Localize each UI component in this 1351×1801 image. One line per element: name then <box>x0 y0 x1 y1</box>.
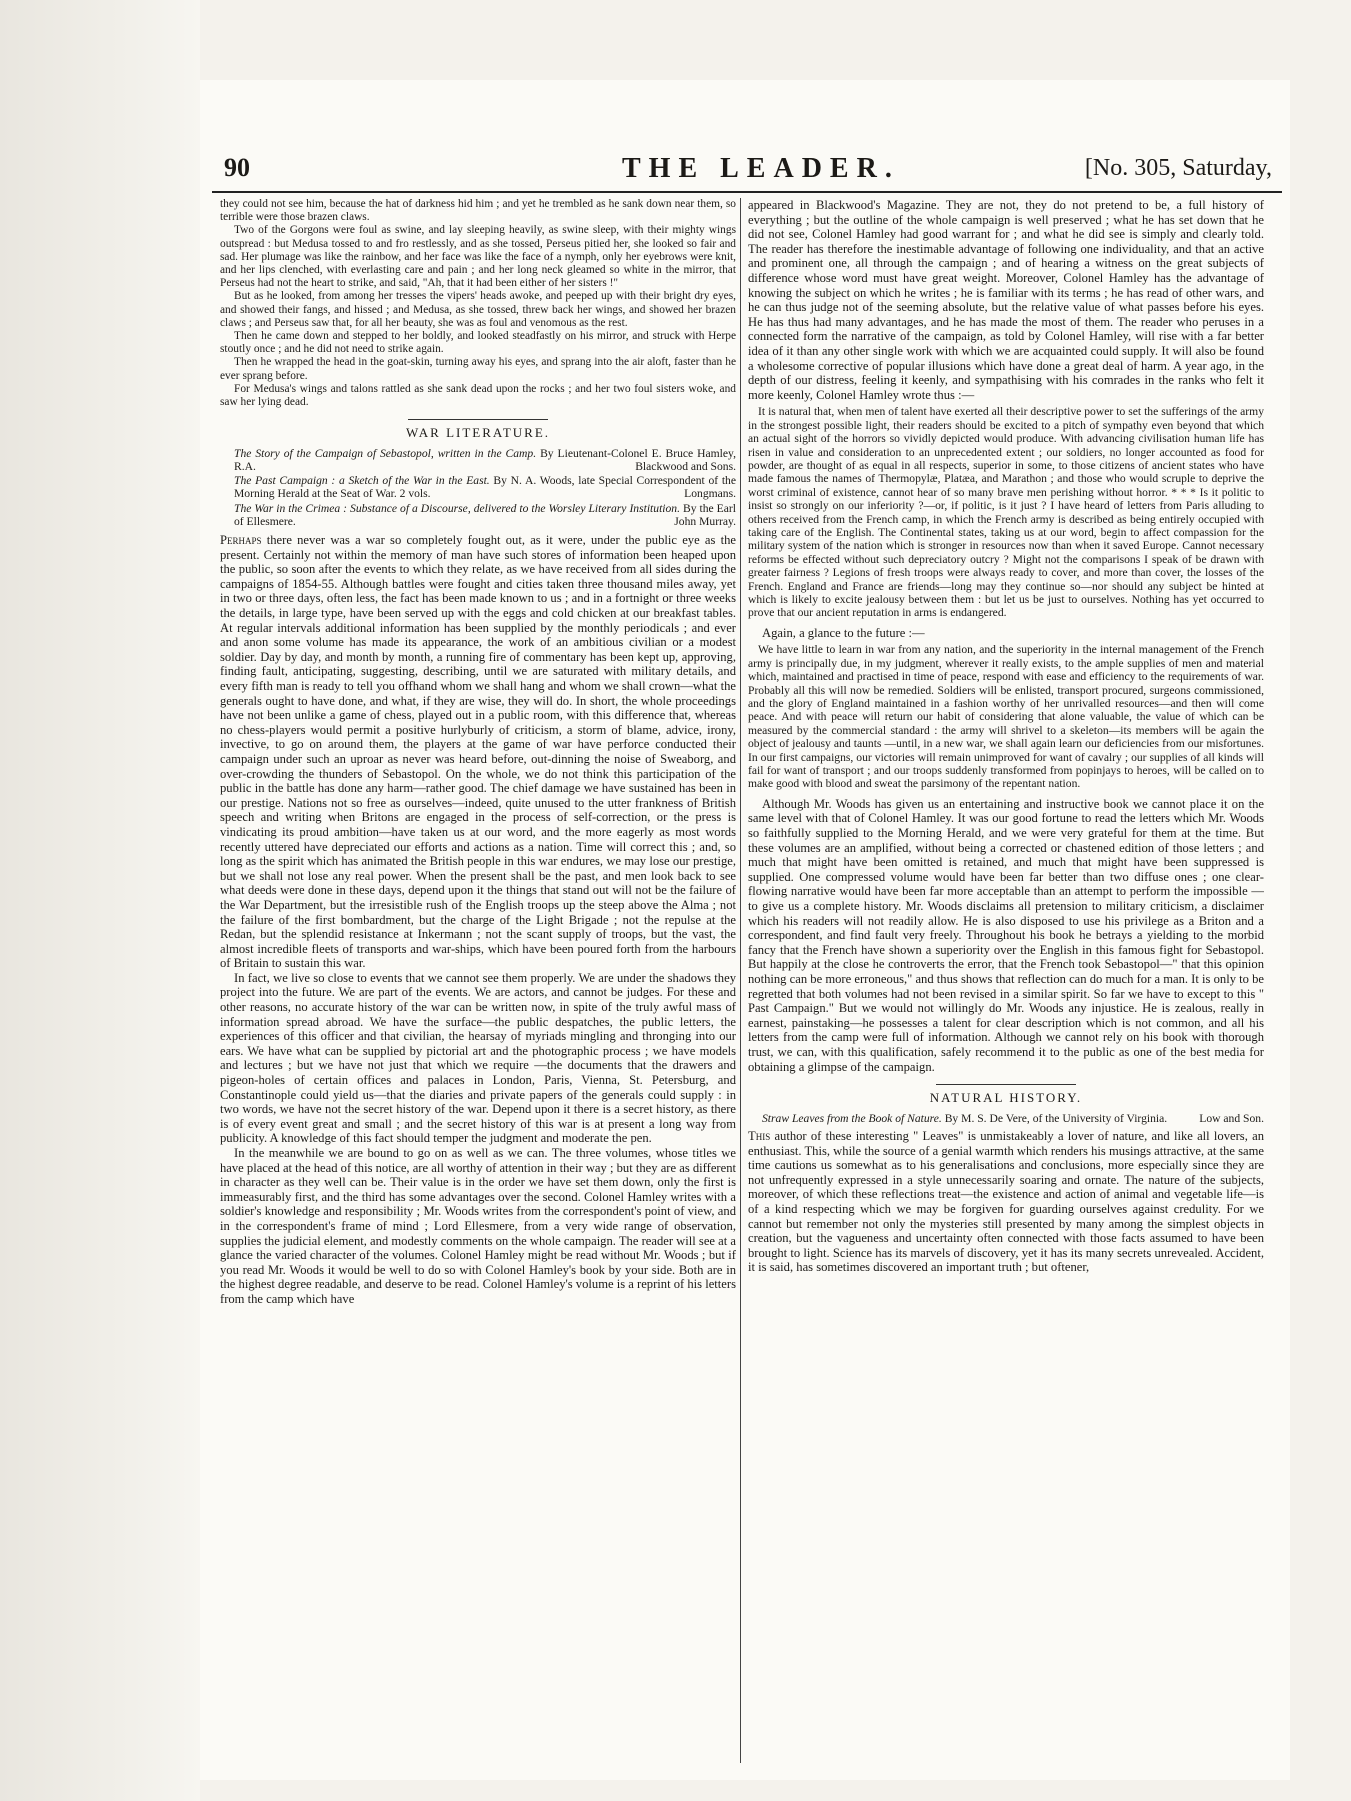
review-paragraph: In the meanwhile we are bound to go on as well as we can. The three volumes, whose titles we have placed at the head of this notice, are all worthy of attention in their way ; but they are as different in character as they well can be. Their value is in the order we have set them down, only the first is immeasurably first, and the third has some advantages over the second. Colonel Hamley writes with a soldier's knowledge and responsibility ; Mr. Woods writes from the correspondent's point of view, and in the correspondent's frame of mind ; Lord Ellesmere, from a very wide range of observation, supplies the judicial element, and modestly comments on the whole campaign. The reader will see at a glance the varied character of the volumes. Colonel Hamley might be read without Mr. Woods ; but if you read Mr. Woods it would be well to do so with Colonel Hamley's book by your side. Both are in the highest degree readable, and deserve to be read. Colonel Hamley's volume is a reprint of his letters from the camp which have <box>220 1146 736 1306</box>
review-paragraph <box>220 533 736 971</box>
left-column <box>220 198 736 1778</box>
book-entry <box>220 447 736 473</box>
book-author: By Lieutenant-Colonel E. Bruce Hamley, R.A. <box>234 446 736 474</box>
book-author: By the Earl of Ellesmere. <box>234 501 736 528</box>
book-title: Straw Leaves from the Book of Nature. <box>762 1111 942 1125</box>
perseus-paragraph: they could not see him, because the hat of darkness hid him ; and yet he trembled as he sank down near them, so terrible were those brazen claws. <box>220 198 736 224</box>
perseus-paragraph: Then he wrapped the head in the goat-skin, turning away his eyes, and sprang into the air aloft, faster than he ever sprang before. <box>220 356 736 382</box>
quoted-passage <box>748 643 1264 790</box>
quoted-passage <box>748 405 1264 620</box>
section-rule <box>408 419 548 420</box>
review-paragraph: appeared in Blackwood's Magazine. They are not, they do not pretend to be, a full history of everything ; but the outline of the whole campaign is well preserved ; what he has set down that he did not see, Colonel Hamley had good warrant for ; and what he did see is simply and clearly told. The reader has therefore the inestimable advantage of following one individuality, and that an active and prominent one, all through the campaign ; and of hearing a witness on the great subjects of difference whose word must have great weight. Moreover, Colonel Hamley has the advantage of knowing the subject on which he writes ; he is familiar with its terms ; he has read of other wars, and he can thus judge not of the seeming absolute, but the relative value of what passes before his eyes. He has thus had many advantages, and he has made the most of them. The reader who peruses in a connected form the narrative of the campaign, as told by Colonel Hamley, will rise with a far better idea of it than any other single work with which we are acquainted could supply. It will also be found a wholesome corrective of popular illusions which have done a great deal of harm. A year ago, in the depth of our distress, feeling it keenly, and sympathising with his comrades in the ranks who felt it more keenly, Colonel Hamley wrote thus :— <box>748 198 1264 402</box>
book-publisher: Blackwood and Sons. <box>635 460 736 474</box>
book-title: The War in the Crimea : Substance of a Discourse, delivered to the Worsley Literary Institution. <box>234 501 681 515</box>
section-title-natural-history: NATURAL HISTORY. <box>929 1090 1083 1106</box>
book-entry <box>748 1112 1264 1125</box>
right-column <box>748 198 1264 1778</box>
lead-word: Perhaps <box>220 533 262 548</box>
review-paragraph: Again, a glance to the future :— <box>762 625 925 640</box>
book-title: The Past Campaign : a Sketch of the War in the East. <box>234 474 490 488</box>
page-number: 90 <box>224 153 250 182</box>
masthead: THE LEADER. <box>622 153 900 184</box>
lead-word: This <box>748 1128 771 1143</box>
book-publisher: John Murray. <box>674 514 736 528</box>
book-title: The Story of the Campaign of Sebastopol, written in the Camp. <box>234 446 537 460</box>
quote-text: We have little to learn in war from any nation, and the superiority in the internal management of the French army is principally due, in my judgment, wherever it really exists, to the ample supplies of men and material which, maintained and practised in time of peace, respond with ease and efficiency to the requirements of war. Probably all this will now be remedied. Soldiers will be enlisted, transport procured, surgeons commissioned, and the glory of England maintained in a fashion worthy of her unrivalled resources—and then will come peace. And with peace will return our habit of considering that alone valuable, the value of which can be measured by the commercial standard : the army will shrivel to a skeleton—its members will be again the object of jealousy and taunts —until, in a new war, we shall again learn our deficiencies from our misfortunes. In our first campaigns, our victories will remain unimproved for want of cavalry ; our supplies of all kinds will fail for want of transport ; and our troops suddenly transformed from popinjays to heroes, will be called on to make good with blood and sweat the parsimony of the repentant nation. <box>748 643 1264 791</box>
column-divider <box>740 198 741 1763</box>
page-header <box>212 153 1282 193</box>
book-author: By N. A. Woods, late Special Correspondent of the Morning Herald at the Seat of War. 2 vols. <box>234 474 736 501</box>
section-title-war-literature: WAR LITERATURE. <box>405 425 551 441</box>
section-rule <box>936 1084 1076 1085</box>
perseus-paragraph: But as he looked, from among her tresses the vipers' heads awoke, and peeped up with their bright dry eyes, and showed their fangs, and hissed ; and Medusa, as she tossed, threw back her wings, and showed her brazen claws ; and Perseus saw that, for all her beauty, she was as foul and venomous as the rest. <box>220 290 736 329</box>
quote-text: It is natural that, when men of talent have exerted all their descriptive power to set the sufferings of the army in the strongest possible light, their readers should be excited to a pitch of sympathy even beyond that which an actual sight of the horrors so vividly depicted would produce. With advancing civilisation human life has risen in value and consideration to an unprecedented extent ; our soldiers, no longer accounted as food for powder, are thought of as equal in all respects, superior in some, to those citizens of ancient states who have made famous the names of Thermopylæ, Platæa, and Marathon ; and those who would scruple to deprive the worst criminal of existence, cannot hear of so many brave men perishing without horror. * * * Is it politic to insist so strongly on our inferiority ?—or, if politic, is it just ? I have heard of letters from Paris alluding to others received from the French camp, in which the French army is described as being entirely occupied with taking care of the English. The Continental states, taking us at our word, begin to affect compassion for the military system of the nation which is stronger in resources now than when it saved Europe. Cannot necessary reforms be effected without such depreciatory outcry ? Might not the comparisons I speak of be drawn with greater fairness ? Legions of fresh troops were always ready to cover, and more than cover, the losses of the French. England and France are friends—long may they continue so—nor should any subject be hinted at which is likely to excite jealousy between them : but let us be just to ourselves. Nothing has yet occurred to prove that our ancient reputation in arms is endangered. <box>748 405 1264 620</box>
review-paragraph: In fact, we live so close to events that we cannot see them properly. We are under the shadows they project into the future. We are part of the events. We are actors, and cannot be judges. For these and other reasons, no accurate history of the war can be written now, in spite of the truly awful mass of information spread abroad. We have the surface—the public despatches, the public letters, the experiences of this officer and that civilian, the hearsay of myriads mingling and thronging into our ears. We have what can be supplied by pictorial art and the photographic process ; we have models and lectures ; but we have not just that which we require —the documents that the drawers and pigeon-holes of certain offices and palaces in London, Paris, Vienna, St. Petersburg, and Constantinople could yield us—that the diaries and private papers of the generals could supply : in two words, we have not the secret history of the war. Depend upon it there is a secret history, as there is of every event great and small ; and the secret history of this war is at present a long way from publicity. A knowledge of this fact should temper the judgment and moderate the pen. <box>220 970 736 1146</box>
review-paragraph: Although Mr. Woods has given us an entertaining and instructive book we cannot place it on the same level with that of Colonel Hamley. It was our good fortune to read the letters which Mr. Woods so faithfully supplied to the Morning Herald, and we were very grateful for them at the time. But these volumes are an amplified, without being a corrected or chastened edition of those letters ; and much that might have been omitted is retained, and much that might have been suppressed is supplied. One compressed volume would have been far better than two diffuse ones ; one clear-flowing narrative would have been far more acceptable than an attempt to perform the impossible —to give us a complete history. Mr. Woods disclaims all pretension to military criticism, a disclaimer which his readers will not readily allow. He is also disposed to use his privilege as a Briton and a correspondent, and find fault very freely. Throughout his book he betrays a yielding to the morbid fancy that the French have shown a superiority over the English in this famous fight for Sebastopol. But happily at the close he controverts the error, that the French took Sebastopol—" that this opinion nothing can be more erroneous," and thus shows that reflection can do much for a man. It is only to be regretted that both volumes had not been revised in a similar spirit. So far we have to except to this " Past Campaign." But we would not willingly do Mr. Woods any injustice. He is zealous, really in earnest, painstaking—he possesses a talent for clear description which is not common, and all his letters from the camp were full of information. Although we cannot rely on his book with thorough trust, we can, with this qualification, safely recommend it to the public as one of the best media for obtaining a glimpse of the campaign. <box>748 796 1264 1074</box>
book-publisher: Longmans. <box>684 487 736 501</box>
book-entry <box>220 474 736 500</box>
review-text: author of these interesting " Leaves" is unmistakeably a lover of nature, and like all lovers, an enthusiast. This, while the source of a genial warmth which renders his musings attractive, at the same time cautions us somewhat as to his generalisations and conclusions, more especially since they are not unfrequently expressed in a style unnecessarily soaring and ornate. The nature of the subjects, moreover, of which these reflections treat—the existence and action of animal and vegetable life—is of a kind respecting which we may be forgiven for guarding ourselves against credulity. For we cannot but remember not only the mysteries still presented by many among the simplest objects in creation, but the vagueness and uncertainty often connected with those facts assumed to have been brought to light. Science has its marvels of discovery, yet it has its many secrets unrevealed. Accident, it is said, has sometimes discovered an important truth ; but oftener, <box>748 1128 1264 1275</box>
book-author: By M. S. De Vere, of the University of Virginia. <box>944 1111 1168 1125</box>
perseus-paragraph: Then he came down and stepped to her boldly, and looked steadfastly on his mirror, and struck with Herpe stoutly once ; and he did not need to strike again. <box>220 330 736 356</box>
book-publisher: Low and Son. <box>1199 1111 1264 1125</box>
perseus-paragraph: For Medusa's wings and talons rattled as she sank dead upon the rocks ; and her two foul sisters woke, and saw her lying dead. <box>220 382 736 409</box>
perseus-paragraph: Two of the Gorgons were foul as swine, and lay sleeping heavily, as swine sleep, with their mighty wings outspread : but Medusa tossed to and fro restlessly, and as she tossed, Perseus pitied her, she looked so fair and sad. Her plumage was like the rainbow, and her face was like the face of a nymph, only her eyebrows were knit, and her lips clenched, with everlasting care and pain ; and her long neck gleamed so white in the mirror, that Perseus had not the heart to strike, and said, "Ah, that it had been either of her sisters !" <box>220 224 736 290</box>
scan-margin <box>0 0 200 1801</box>
review-paragraph <box>748 1129 1264 1275</box>
review-text: there never was a war so completely fought out, as it were, under the public eye as the present. Certainly not within the memory of man have such stores of information been heaped upon the public, so soon after the events to which they relate, as we have received from all sides during the campaigns of 1854-55. Although battles were fought and cities taken three thousand miles away, yet in two or three days, often less, the fact has been made known to us ; and in a fortnight or three weeks the details, in large type, have been served up with the eggs and cold chicken at our breakfast tables. At regular intervals additional information has been supplied by the monthly periodicals ; and ever and anon some volume has made its appearance, the work of an ambitious civilian or a modest soldier. Day by day, and month by month, a running fire of commentary has been kept up, approving, finding fault, anticipating, suggesting, describing, until we are saturated with military details, and every fifth man is ready to tell you offhand whom we shall hang and whom we shall crown—what the generals ought to have done, and what, if they are wise, they will do. In short, the whole proceedings have not been unlike a game of chess, played out in a public room, with this difference that, whereas no chess-players would permit a positive hurlyburly of criticism, a storm of blame, advice, irony, invective, to go on around them, the players at the game of war have perforce conducted their campaign under such an uproar as never was heard before, out-dinning the noise of Sweaborg, and over-crowding the thunders of Sebastopol. On the whole, we do not think this participation of the public in the battle has done any harm—rather good. The chief damage we have sustained has been in our prestige. Nations not so free as ourselves—indeed, quite unused to the utter frankness of British speech and writing when Britons are engaged in the process of self-correction, or the press is vindicating its proud ambition—have taken us at our word, and the more eagerly as most words recently uttered have depreciated our efforts and actions as a nation. Time will correct this ; and, so long as the spirit which has animated the British people in this war endures, we may lose our prestige, but we shall not lose any real power. When the present shall be the past, and men look back to see what deeds were done in these days, depend upon it the things that stand out will not be the failure of the War Department, but the irresistible rush of the English troops up the steep above the Alma ; not the failure of the first bombardment, but the charge of the Light Brigade ; not the repulse at the Redan, but the splendid resistance at Inkermann ; not the scant supply of troops, but the vast, the almost incredible fleets of transports and war-ships, which have been poured forth from the harbours of Britain to sustain this war. <box>220 533 736 971</box>
book-entry <box>220 502 736 528</box>
issue-label: [No. 305, Saturday, <box>1084 155 1272 181</box>
